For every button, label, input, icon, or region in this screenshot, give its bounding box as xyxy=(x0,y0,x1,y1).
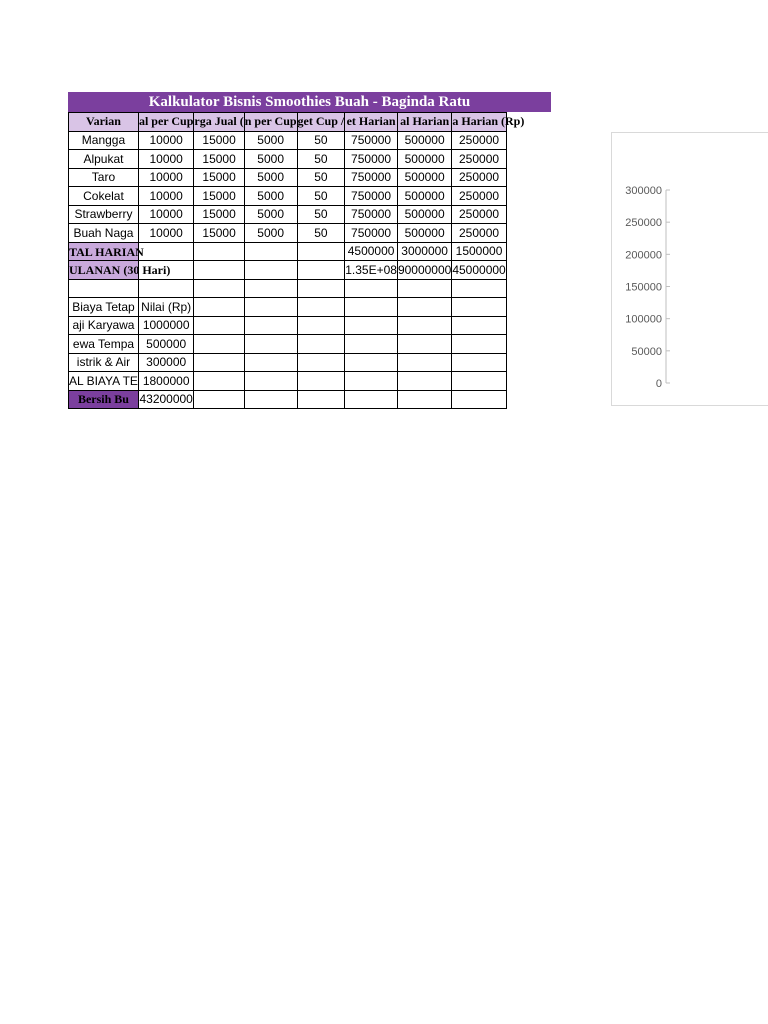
fixed-cost-total-value-cell[interactable]: 1800000 xyxy=(138,372,193,391)
header-cell-text: a Harian (Rp) xyxy=(452,114,525,128)
table-cell[interactable] xyxy=(452,298,506,317)
table-cell[interactable] xyxy=(452,353,506,372)
table-cell[interactable]: 15000 xyxy=(194,224,244,243)
table-cell[interactable]: 10000 xyxy=(138,187,193,206)
table-cell[interactable] xyxy=(345,353,398,372)
table-cell[interactable] xyxy=(194,242,244,261)
table-cell[interactable]: 500000 xyxy=(397,168,451,187)
table-cell[interactable] xyxy=(397,353,451,372)
table-cell[interactable] xyxy=(244,261,297,280)
table-cell[interactable]: 5000 xyxy=(244,131,297,150)
y-tick-label: 0 xyxy=(655,378,662,390)
table-cell[interactable]: 50 xyxy=(297,187,345,206)
fixed-cost-row xyxy=(69,353,507,372)
table-row xyxy=(69,168,507,187)
table-cell[interactable]: 5000 xyxy=(244,224,297,243)
fixed-cost-row xyxy=(69,316,507,335)
table-cell[interactable]: 50 xyxy=(297,150,345,169)
table-cell[interactable]: 15000 xyxy=(194,187,244,206)
table-cell[interactable] xyxy=(194,353,244,372)
total-harian-row xyxy=(69,242,507,261)
table-cell[interactable]: 10000 xyxy=(138,131,193,150)
net-profit-value-cell[interactable]: 43200000 xyxy=(138,390,193,409)
product-name-cell[interactable]: Cokelat xyxy=(69,187,139,206)
y-tick-label: 50000 xyxy=(631,345,662,358)
table-cell[interactable] xyxy=(345,316,398,335)
header-cell[interactable]: n per Cup xyxy=(244,113,297,132)
table-cell[interactable]: 4500000 xyxy=(345,242,398,261)
table-cell[interactable] xyxy=(397,372,451,391)
table-cell[interactable]: 750000 xyxy=(345,187,398,206)
table-cell[interactable] xyxy=(194,335,244,354)
table-cell[interactable]: 15000 xyxy=(194,168,244,187)
table-cell[interactable] xyxy=(194,261,244,280)
table-cell[interactable]: 250000 xyxy=(452,205,506,224)
table-cell[interactable] xyxy=(244,335,297,354)
net-profit-label-cell[interactable]: Bersih Bu xyxy=(69,390,139,409)
table-cell[interactable] xyxy=(297,372,345,391)
table-cell[interactable] xyxy=(452,316,506,335)
table-cell[interactable]: 5000 xyxy=(244,150,297,169)
table-cell[interactable] xyxy=(297,390,345,409)
table-cell[interactable]: 15000 xyxy=(194,205,244,224)
table-cell[interactable] xyxy=(297,353,345,372)
y-tick-label: 200000 xyxy=(625,249,662,262)
net-profit-row xyxy=(69,390,507,409)
table-cell[interactable] xyxy=(297,335,345,354)
table-cell[interactable] xyxy=(452,390,506,409)
y-tick-label: 150000 xyxy=(625,281,662,294)
table-cell[interactable] xyxy=(244,390,297,409)
table-row xyxy=(69,205,507,224)
header-cell[interactable]: get Cup / xyxy=(297,113,345,132)
table-cell[interactable]: 500000 xyxy=(397,131,451,150)
table-cell[interactable] xyxy=(345,298,398,317)
table-cell[interactable] xyxy=(194,298,244,317)
table-cell[interactable]: 10000 xyxy=(138,205,193,224)
table-cell[interactable]: 10000 xyxy=(138,150,193,169)
fixed-cost-total-row xyxy=(69,372,507,391)
table-cell[interactable]: 250000 xyxy=(452,150,506,169)
table-cell[interactable] xyxy=(297,298,345,317)
header-cell[interactable]: rga Jual ( xyxy=(194,113,244,132)
table-cell[interactable] xyxy=(297,242,345,261)
table-cell[interactable]: 500000 xyxy=(397,150,451,169)
table-row xyxy=(69,187,507,206)
table-cell[interactable] xyxy=(345,372,398,391)
table-cell[interactable] xyxy=(345,390,398,409)
table-row xyxy=(69,150,507,169)
bulanan-label: ULANAN (30 Hari) xyxy=(69,263,171,277)
table-cell[interactable]: 750000 xyxy=(345,150,398,169)
table-row xyxy=(69,224,507,243)
product-name-cell[interactable]: Buah Naga xyxy=(69,224,139,243)
table-cell[interactable] xyxy=(244,298,297,317)
table-cell[interactable] xyxy=(69,279,139,298)
fixed-cost-header-row xyxy=(69,298,507,317)
fixed-cost-value-header[interactable]: Nilai (Rp) xyxy=(138,298,193,317)
fixed-cost-label-cell[interactable]: istrik & Air xyxy=(69,353,139,372)
table-cell[interactable]: 500000 xyxy=(397,224,451,243)
chart-canvas xyxy=(611,132,768,406)
table-cell[interactable] xyxy=(138,242,193,261)
fixed-cost-row xyxy=(69,335,507,354)
table-cell[interactable] xyxy=(194,316,244,335)
table-cell[interactable] xyxy=(397,316,451,335)
empty-row xyxy=(69,279,507,298)
fixed-cost-value-cell[interactable]: 500000 xyxy=(138,335,193,354)
header-cell[interactable]: al Harian xyxy=(397,113,451,132)
header-cell[interactable]: et Harian xyxy=(345,113,398,132)
table-cell[interactable] xyxy=(244,316,297,335)
table-cell[interactable]: 1500000 xyxy=(452,242,506,261)
table-cell[interactable] xyxy=(345,335,398,354)
table-cell[interactable]: 5000 xyxy=(244,187,297,206)
table-cell[interactable] xyxy=(138,279,193,298)
table-cell[interactable]: 750000 xyxy=(345,224,398,243)
table-cell[interactable]: 1.35E+08 xyxy=(345,261,398,280)
table-cell[interactable] xyxy=(345,279,398,298)
fixed-cost-total-label-cell[interactable]: AL BIAYA TE xyxy=(69,372,139,391)
product-name-cell[interactable]: Mangga xyxy=(69,131,139,150)
header-cell[interactable] xyxy=(452,113,525,132)
table-cell[interactable] xyxy=(397,279,451,298)
table-cell[interactable]: 250000 xyxy=(452,168,506,187)
fixed-cost-label-cell[interactable]: Biaya Tetap xyxy=(69,298,139,317)
table-cell[interactable] xyxy=(452,279,506,298)
table-cell[interactable]: 5000 xyxy=(244,168,297,187)
table-cell[interactable] xyxy=(297,279,345,298)
table-cell[interactable]: 45000000 xyxy=(452,261,506,280)
product-name-cell[interactable]: Taro xyxy=(69,168,139,187)
table-cell[interactable] xyxy=(194,372,244,391)
fixed-cost-value-cell[interactable]: 1000000 xyxy=(138,316,193,335)
table-cell[interactable]: 15000 xyxy=(194,150,244,169)
table-cell[interactable]: 10000 xyxy=(138,168,193,187)
table-cell[interactable]: 750000 xyxy=(345,205,398,224)
table-cell[interactable] xyxy=(452,335,506,354)
header-cell[interactable]: al per Cup xyxy=(138,113,193,132)
table-cell[interactable]: 15000 xyxy=(194,131,244,150)
table-cell[interactable] xyxy=(397,335,451,354)
fixed-cost-value-cell[interactable]: 300000 xyxy=(138,353,193,372)
sheet-title: Kalkulator Bisnis Smoothies Buah - Baginda Ratu xyxy=(68,92,551,112)
table-cell[interactable]: 250000 xyxy=(452,187,506,206)
table-cell[interactable]: 50 xyxy=(297,205,345,224)
table-cell[interactable] xyxy=(397,298,451,317)
total-harian-label-cell[interactable] xyxy=(69,242,144,261)
table-row xyxy=(69,131,507,150)
table-cell[interactable]: 3000000 xyxy=(397,242,451,261)
bulanan-row xyxy=(69,261,507,280)
product-name-cell[interactable]: Alpukat xyxy=(69,150,139,169)
table-cell[interactable] xyxy=(397,390,451,409)
table-cell[interactable]: 50 xyxy=(297,224,345,243)
table-cell[interactable] xyxy=(244,372,297,391)
product-name-cell[interactable]: Strawberry xyxy=(69,205,139,224)
table-cell[interactable]: 5000 xyxy=(244,205,297,224)
table-cell[interactable]: 10000 xyxy=(138,224,193,243)
table-cell[interactable]: 750000 xyxy=(345,131,398,150)
bulanan-label-cell[interactable] xyxy=(69,261,171,280)
table-cell[interactable]: 250000 xyxy=(452,224,506,243)
y-tick-label: 300000 xyxy=(625,185,662,197)
table-cell[interactable] xyxy=(297,261,345,280)
header-row xyxy=(69,113,507,132)
table-cell[interactable]: 90000000 xyxy=(397,261,451,280)
fixed-cost-label-cell[interactable]: aji Karyawa xyxy=(69,316,139,335)
total-harian-label: TAL HARIAN xyxy=(69,244,144,259)
table-cell[interactable]: 50 xyxy=(297,168,345,187)
y-tick-label: 250000 xyxy=(625,217,662,230)
table-cell[interactable] xyxy=(194,279,244,298)
table-cell[interactable] xyxy=(194,390,244,409)
table-cell[interactable] xyxy=(244,353,297,372)
table-cell[interactable] xyxy=(244,242,297,261)
y-tick-label: 100000 xyxy=(625,313,662,326)
table-cell[interactable]: 500000 xyxy=(397,187,451,206)
table-cell[interactable]: 50 xyxy=(297,131,345,150)
table-cell[interactable] xyxy=(297,316,345,335)
calculator-table xyxy=(68,112,525,409)
table-cell[interactable]: 500000 xyxy=(397,205,451,224)
table-cell[interactable]: 750000 xyxy=(345,168,398,187)
fixed-cost-label-cell[interactable]: ewa Tempa xyxy=(69,335,139,354)
table-cell[interactable] xyxy=(452,372,506,391)
header-cell[interactable]: Varian xyxy=(69,113,139,132)
table-cell[interactable]: 250000 xyxy=(452,131,506,150)
table-cell[interactable] xyxy=(244,279,297,298)
